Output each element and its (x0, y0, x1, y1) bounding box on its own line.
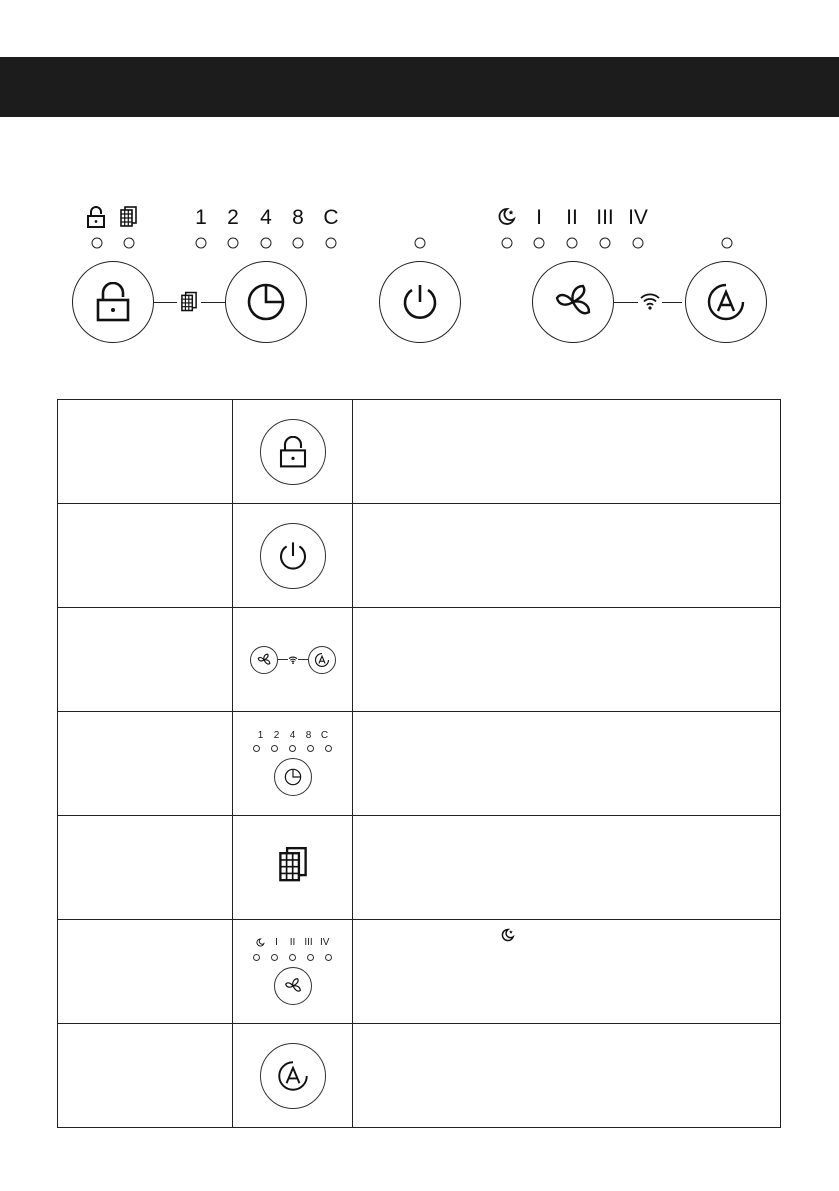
wifi-icon (288, 656, 298, 664)
auto-icon (705, 281, 747, 323)
speed-label-4: IV (628, 206, 648, 229)
timer-label-1: 1 (257, 730, 264, 741)
moon-icon (498, 207, 516, 226)
row-description-cell (353, 400, 781, 504)
timer-led-4 (261, 238, 272, 249)
power-button-icon (260, 523, 326, 589)
lock-button[interactable] (72, 261, 154, 343)
speed-led-2 (567, 238, 578, 249)
header-bar (0, 57, 839, 117)
timer-label-c: C (320, 730, 329, 741)
power-led (415, 238, 426, 249)
auto-led (722, 238, 733, 249)
timer-label-4: 4 (260, 206, 272, 229)
fan-icon (274, 967, 312, 1005)
row-description-cell (353, 1024, 781, 1128)
moon-icon (256, 938, 265, 950)
filter-icon (180, 291, 198, 313)
fan-icon (250, 646, 278, 674)
lock-icon (279, 436, 307, 468)
connector-line (662, 302, 682, 303)
timer-label-c: C (323, 206, 339, 229)
speed-led-3 (600, 238, 611, 249)
row-name-cell (58, 608, 233, 712)
row-description-cell (353, 816, 781, 920)
lock-button-icon (260, 419, 326, 485)
row-icon-cell (233, 504, 353, 608)
speed-label-4: IV (320, 937, 330, 948)
timer-led-8 (293, 238, 304, 249)
timer-panel-icon (251, 731, 334, 796)
timer-label-1: 1 (195, 206, 207, 229)
filter-led (124, 238, 135, 249)
auto-button-icon (260, 1043, 326, 1109)
wifi-icon (639, 292, 661, 310)
row-icon-cell (233, 816, 353, 920)
filter-icon (277, 846, 309, 884)
speed-label-2: II (289, 937, 296, 948)
filter-icon (119, 206, 138, 228)
connector-line (153, 302, 177, 303)
speed-panel-icon (251, 938, 334, 1005)
row-name-cell (58, 712, 233, 816)
speed-label-2: II (566, 206, 578, 229)
timer-label-8: 8 (292, 206, 304, 229)
row-name-cell (58, 1024, 233, 1128)
lock-led (92, 238, 103, 249)
row-icon-cell (233, 712, 353, 816)
row-name-cell (58, 920, 233, 1024)
timer-label-2: 2 (227, 206, 239, 229)
lock-icon (87, 206, 105, 228)
auto-icon (276, 1059, 310, 1093)
fan-button[interactable] (532, 261, 614, 343)
function-table (57, 399, 781, 1128)
moon-icon (501, 928, 515, 942)
connector-line (201, 302, 225, 303)
fan-wifi-auto-icon (233, 646, 352, 674)
row-icon-cell (233, 920, 353, 1024)
timer-led-1 (196, 238, 207, 249)
speed-label-3: III (304, 937, 313, 948)
table-row (58, 920, 781, 1024)
row-icon-cell (233, 608, 353, 712)
row-name-cell (58, 504, 233, 608)
auto-icon (308, 646, 336, 674)
power-button[interactable] (379, 261, 461, 343)
row-name-cell (58, 816, 233, 920)
table-row (58, 816, 781, 920)
timer-led-c (326, 238, 337, 249)
speed-label-1: I (536, 206, 542, 229)
row-icon-cell (233, 400, 353, 504)
row-name-cell (58, 400, 233, 504)
speed-led-4 (633, 238, 644, 249)
sleep-led (502, 238, 513, 249)
speed-label-1: I (275, 937, 278, 948)
auto-button[interactable] (685, 261, 767, 343)
power-icon (277, 540, 309, 572)
table-row (58, 504, 781, 608)
row-description-cell (353, 608, 781, 712)
timer-button[interactable] (225, 261, 307, 343)
timer-label-4: 4 (289, 730, 296, 741)
fan-icon (551, 280, 595, 324)
row-description-cell (353, 504, 781, 608)
row-description-cell (353, 920, 781, 1024)
timer-icon (246, 282, 286, 322)
table-row (58, 400, 781, 504)
timer-icon (274, 758, 312, 796)
timer-led-2 (228, 238, 239, 249)
speed-led-1 (534, 238, 545, 249)
table-row (58, 608, 781, 712)
power-icon (400, 282, 440, 322)
row-icon-cell (233, 1024, 353, 1128)
timer-label-8: 8 (305, 730, 312, 741)
lock-icon (96, 282, 130, 322)
table-row (58, 712, 781, 816)
table-row (58, 1024, 781, 1128)
row-description-cell (353, 712, 781, 816)
timer-label-2: 2 (273, 730, 280, 741)
connector-line (614, 302, 638, 303)
speed-label-3: III (596, 206, 614, 229)
